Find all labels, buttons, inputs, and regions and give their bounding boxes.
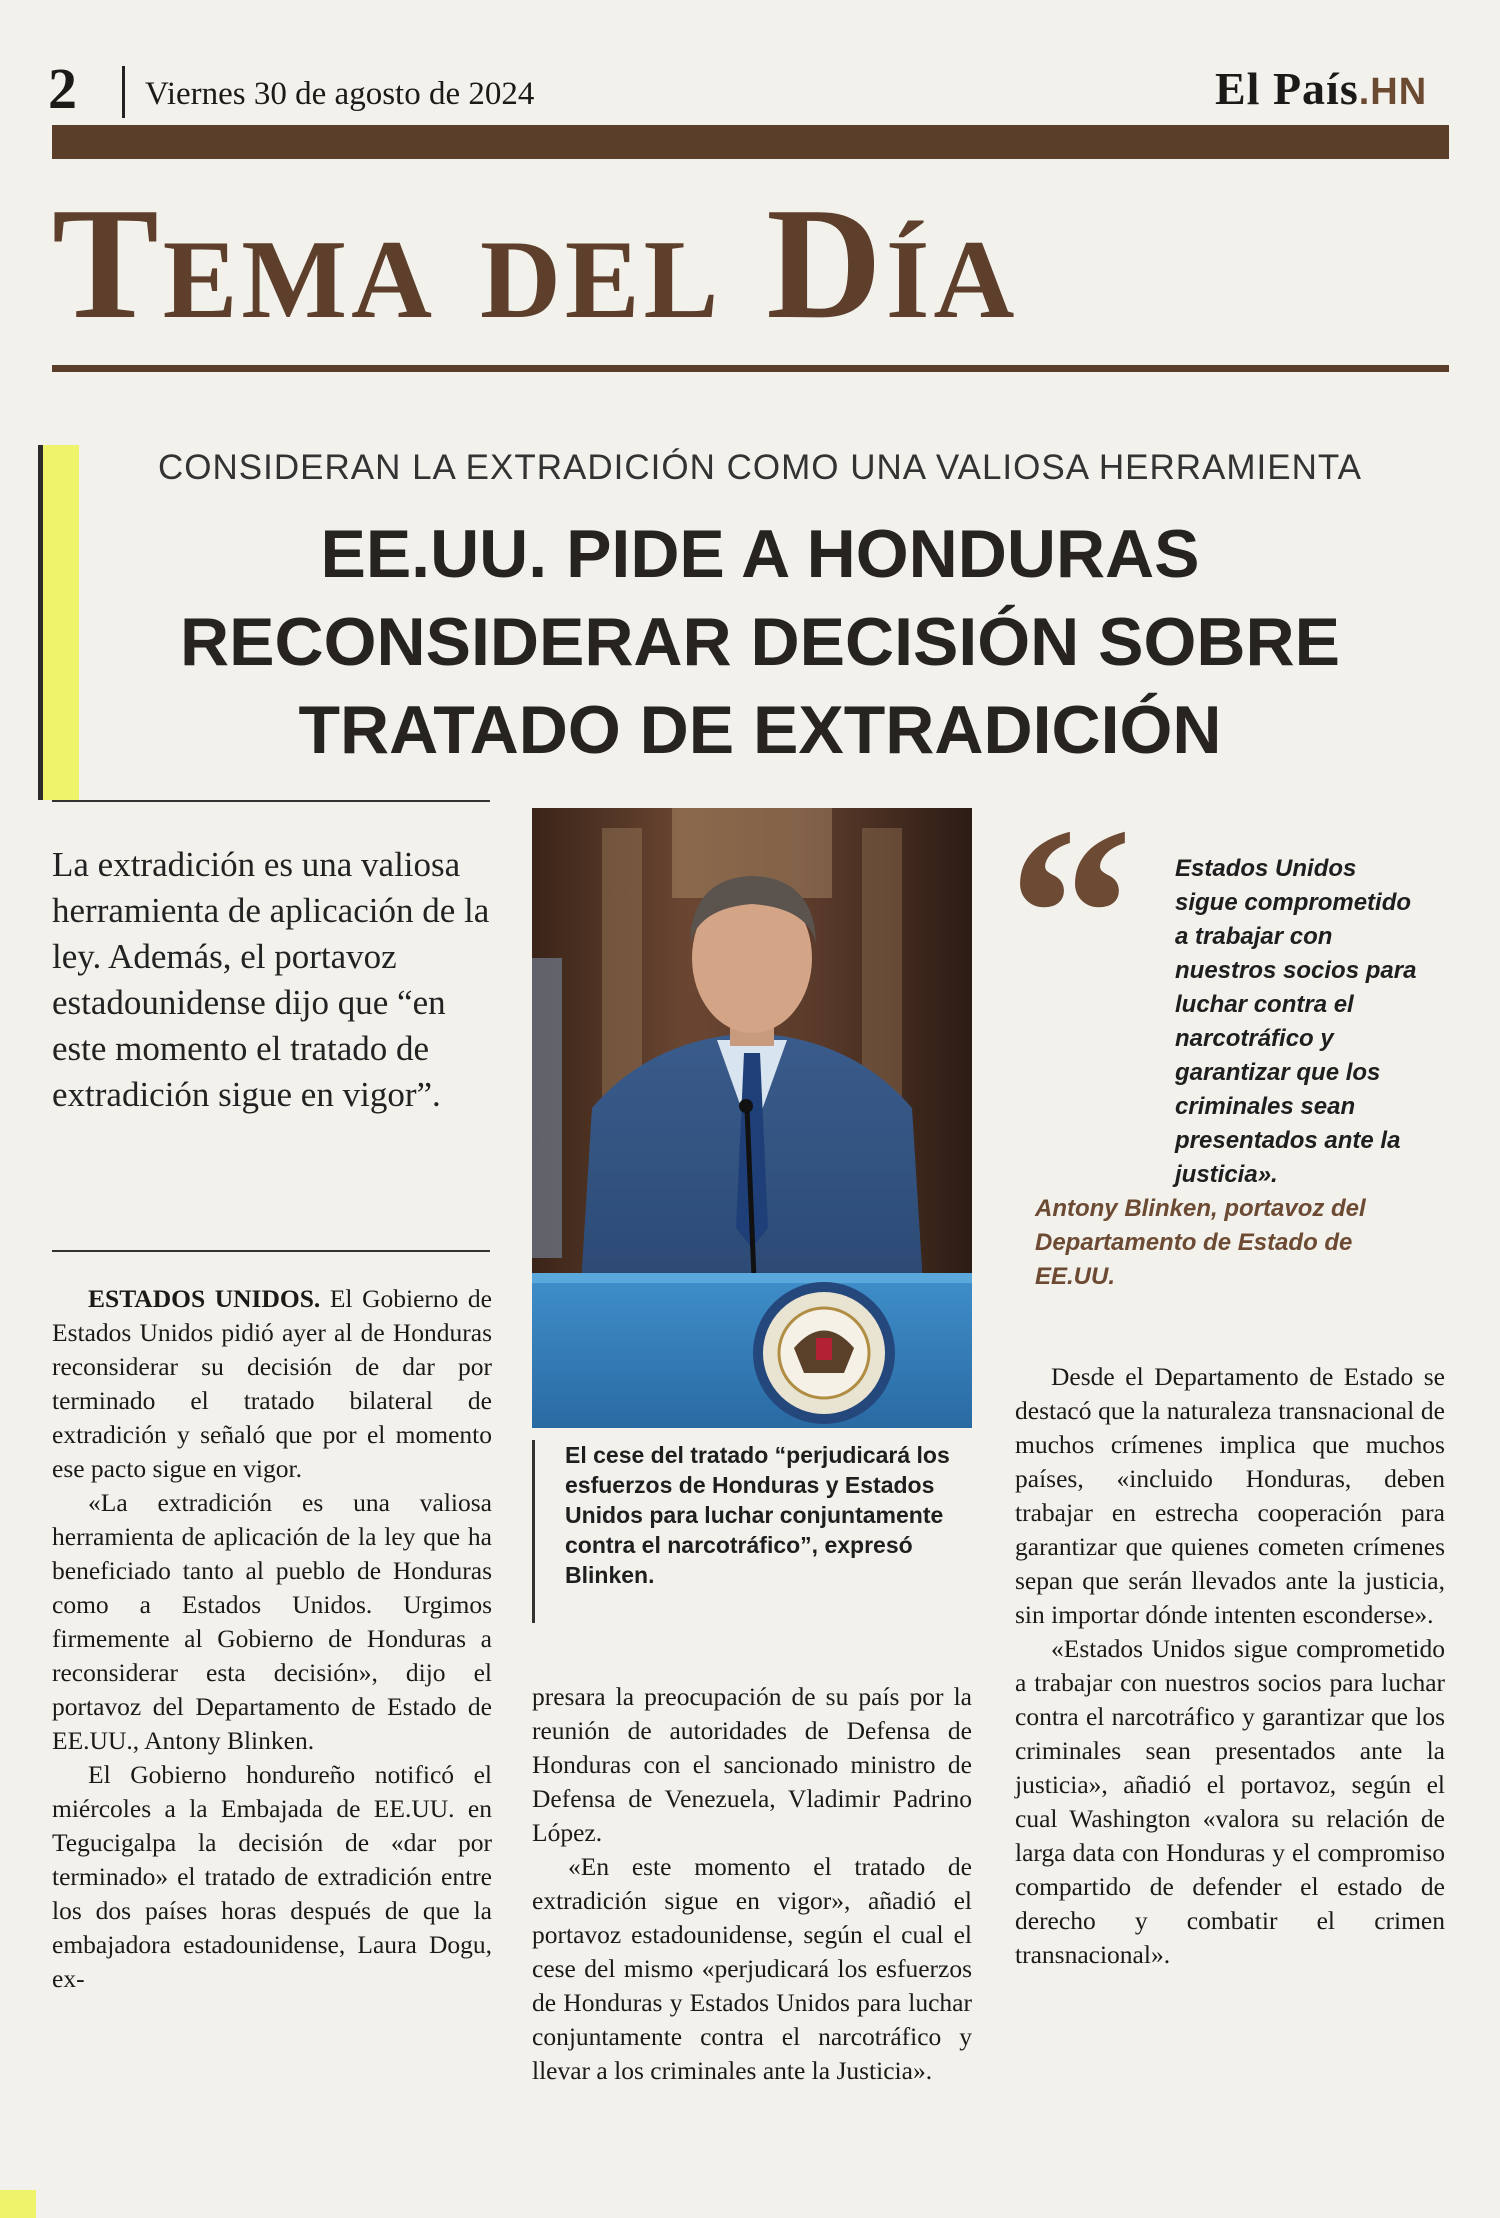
section-rule [52, 365, 1449, 372]
photo-illustration [532, 808, 972, 1428]
body-column-3 [1015, 1360, 1445, 1972]
body-column-1 [52, 1282, 492, 1996]
summary-rule-top [52, 800, 490, 802]
top-rule [52, 125, 1449, 159]
caption-rule [532, 1440, 535, 1623]
pull-quote [1035, 852, 1420, 1294]
highlighter-mark [38, 445, 79, 800]
body-paragraph: El Gobierno de Estados Unidos pidió ayer al de Honduras reconsiderar su decisión de dar por terminado el tratado bilateral de extradición y señaló que por el momento ese pacto sigue en vigor. [52, 1284, 492, 1483]
header-separator [122, 66, 125, 118]
body-paragraph: Desde el Departamento de Estado se destacó que la naturaleza transnacional de muchos crímenes implica que muchos países, «incluido Honduras, deben trabajar en estrecha cooperación para garantizar que quienes cometen crímenes sepan que serán llevados ante la justicia, sin importar dónde intenten esconderse». [1015, 1362, 1445, 1629]
section-title: Tema del Día [52, 174, 1019, 352]
body-column-2 [532, 1680, 972, 2088]
newspaper-domain: .HN [1358, 71, 1428, 113]
page-number: 2 [48, 56, 77, 121]
headline: EE.UU. PIDE A HONDURAS RECONSIDERAR DECISIÓN SOBRE TRATADO DE EXTRADICIÓN [180, 516, 1340, 768]
pull-quote-attribution: Antony Blinken, portavoz del Departamento de Estado de EE.UU. [1035, 1195, 1366, 1290]
kicker: CONSIDERAN LA EXTRADICIÓN COMO UNA VALIOSA HERRAMIENTA [157, 448, 1363, 487]
body-paragraph: presara la preocupación de su país por la reunión de autoridades de Defensa de Honduras con el sancionado ministro de Defensa de Venezuela, Vladimir Padrino López. [532, 1682, 972, 1847]
summary-rule-bottom [52, 1250, 490, 1252]
body-paragraph: «Estados Unidos sigue comprometido a trabajar con nuestros socios para luchar contra el narcotráfico y garantizar que los criminales sean presentados ante la justicia», añadió el portavoz, según el cual Washington «valora su relación de larga data con Honduras y el compromiso compartido de defender el estado de derecho y combatir el crimen transnacional». [1015, 1634, 1445, 1969]
dateline: ESTADOS UNIDOS. [88, 1284, 321, 1313]
body-paragraph: «En este momento el tratado de extradición sigue en vigor», añadió el portavoz estadounidense, según el cual el cese del mismo «perjudicará los esfuerzos de Honduras y Estados Unidos para luchar conjuntamente contra el narcotráfico y llevar a los criminales ante la Justicia». [532, 1852, 972, 2085]
issue-date: Viernes 30 de agosto de 2024 [145, 76, 535, 112]
quote-mark-icon: “ [1008, 776, 1133, 1053]
newspaper-logo [1215, 63, 1428, 114]
summary-deck: La extradición es una valiosa herramienta de aplicación de la ley. Además, el portavoz estadounidense dijo que “en este momento el tratado de extradición sigue en vigor”. [52, 845, 490, 1114]
highlighter-mark-corner [0, 2190, 36, 2218]
photo-caption: El cese del tratado “perjudicará los esfuerzos de Honduras y Estados Unidos para luchar conjuntamente contra el narcotráfico”, expresó Blinken. [565, 1442, 950, 1588]
pull-quote-text: Estados Unidos sigue comprometido a trabajar con nuestros socios para luchar contra el narcotráfico y garantizar que los criminales sean presentados ante la justicia». [1175, 855, 1417, 1188]
newspaper-name: El País [1215, 63, 1359, 114]
photo-blinken-podium [532, 808, 972, 1428]
body-paragraph: El Gobierno hondureño notificó el miércoles a la Embajada de EE.UU. en Tegucigalpa la decisión de «dar por terminado» el tratado de extradición entre los dos países horas después de que la embajadora estadounidense, Laura Dogu, ex- [52, 1760, 492, 1993]
body-paragraph: «La extradición es una valiosa herramienta de aplicación de la ley que ha beneficiado tanto al pueblo de Honduras como a Estados Unidos. Urgimos firmemente al Gobierno de Honduras a reconsiderar esta decisión», dijo el portavoz del Departamento de Estado de EE.UU., Antony Blinken. [52, 1488, 492, 1755]
